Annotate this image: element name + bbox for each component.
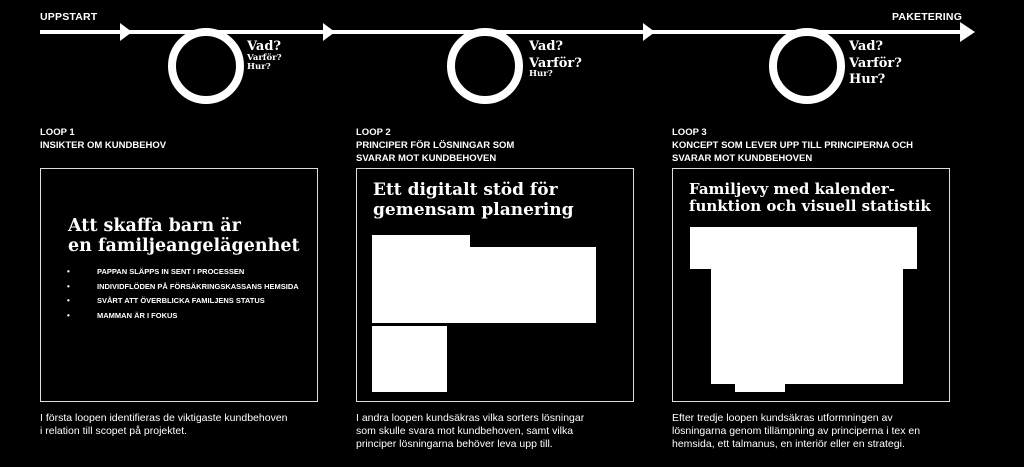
loop3-question-how: Hur? bbox=[849, 72, 886, 88]
loop3-panel bbox=[672, 168, 950, 402]
loop2-description-line3: principer lösningarna behöver leva upp till. bbox=[356, 438, 553, 450]
loop-circle-2 bbox=[451, 32, 519, 100]
loop1-label-subtitle: INSIKTER OM KUNDBEHOV bbox=[40, 140, 167, 151]
loop2-question-why: Varför? bbox=[529, 55, 582, 71]
loop2-panel-title-line2: gemensam planering bbox=[373, 199, 574, 220]
loop2-sketch-block-2 bbox=[469, 247, 596, 323]
loop2-panel-title bbox=[373, 181, 574, 220]
loop1-bullet: • INDIVIDFLÖDEN PÅ FÖRSÄKRINGSKASSANS HEMSIDA bbox=[67, 280, 299, 295]
loop1-bullet: • MAMMAN ÄR I FOKUS bbox=[67, 309, 299, 324]
loop3-panel-title-line2: funktion och visuell statistik bbox=[689, 197, 931, 216]
loop1-bullet: • PAPPAN SLÄPPS IN SENT I PROCESSEN bbox=[67, 265, 299, 280]
loop2-label-title: LOOP 2 bbox=[356, 127, 391, 138]
loop3-panel-title-line1: Familjevy med kalender- bbox=[689, 180, 895, 198]
loop1-label bbox=[40, 126, 166, 152]
end-label: PAKETERING bbox=[892, 11, 963, 23]
timeline-arrowhead-end bbox=[960, 22, 975, 42]
loop1-panel bbox=[40, 168, 318, 402]
loop2-sketch-block-1 bbox=[372, 235, 470, 323]
loop2-label-subtitle-2: SVARAR MOT KUNDBEHOVEN bbox=[356, 153, 497, 164]
loop1-bullet-list bbox=[67, 265, 299, 323]
loop2-label-subtitle-1: PRINCIPER FÖR LÖSNINGAR SOM bbox=[356, 140, 515, 151]
loop2-description-line1: I andra loopen kundsäkras vilka sorters lösningar bbox=[356, 412, 585, 424]
loop3-question-what: Vad? bbox=[849, 39, 884, 54]
timeline-arrowhead-2 bbox=[323, 23, 335, 41]
loop1-panel-title bbox=[68, 216, 300, 256]
timeline-arrowhead-1 bbox=[120, 23, 132, 41]
loop2-panel-title-line1: Ett digitalt stöd för bbox=[373, 180, 558, 200]
loop3-question-why: Varför? bbox=[849, 55, 902, 71]
loop3-label-subtitle-2: SVARAR MOT KUNDBEHOVEN bbox=[672, 153, 813, 164]
loop1-panel-title-line2: en familjeangelägenhet bbox=[68, 236, 300, 257]
loop3-label bbox=[672, 126, 913, 165]
loop-circle-3 bbox=[773, 32, 841, 100]
loop3-sketch-body bbox=[711, 263, 903, 384]
loop-circle-1 bbox=[172, 32, 240, 100]
timeline-arrowhead-3 bbox=[643, 23, 655, 41]
loop3-description-line3: hemsida, ett talmanus, en interiör eller en strategi. bbox=[672, 438, 905, 450]
loop2-question-how: Hur? bbox=[529, 69, 553, 80]
loop1-bullet: • SVÅRT ATT ÖVERBLICKA FAMILJENS STATUS bbox=[67, 294, 299, 309]
loop3-sketch-footer bbox=[735, 379, 785, 392]
loop3-label-title: LOOP 3 bbox=[672, 127, 707, 138]
loop1-description-line1: I första loopen identifieras de viktigaste kundbehoven bbox=[40, 412, 288, 424]
loop3-description bbox=[672, 412, 920, 451]
loop3-questions bbox=[849, 40, 902, 87]
loop2-description bbox=[356, 412, 584, 451]
loop1-question-why: Varför? bbox=[247, 52, 282, 63]
loop1-description-line2: i relation till scopet på projektet. bbox=[40, 425, 188, 437]
loop1-questions bbox=[247, 40, 282, 71]
loop2-label bbox=[356, 126, 514, 165]
loop1-question-what: Vad? bbox=[247, 39, 282, 54]
loop1-panel-title-line1: Att skaffa barn är bbox=[68, 216, 241, 236]
loop3-panel-title bbox=[689, 181, 931, 216]
loop3-description-line1: Efter tredje loopen kundsäkras utformningen av bbox=[672, 412, 893, 424]
loop1-question-how: Hur? bbox=[247, 61, 271, 72]
loop3-description-line2: lösningarna genom tillämpning av principerna i tex en bbox=[672, 425, 921, 437]
loop2-questions bbox=[529, 40, 582, 79]
loop2-sketch-block-3 bbox=[372, 326, 447, 392]
loop2-question-what: Vad? bbox=[529, 39, 564, 54]
loop2-panel bbox=[356, 168, 634, 402]
loop3-label-subtitle-1: KONCEPT SOM LEVER UPP TILL PRINCIPERNA OCH bbox=[672, 140, 914, 151]
loop2-description-line2: som skulle svara mot kundbehoven, samt vilka bbox=[356, 425, 574, 437]
loop1-description bbox=[40, 412, 288, 438]
start-label: UPPSTART bbox=[40, 11, 98, 23]
loop1-label-title: LOOP 1 bbox=[40, 127, 75, 138]
